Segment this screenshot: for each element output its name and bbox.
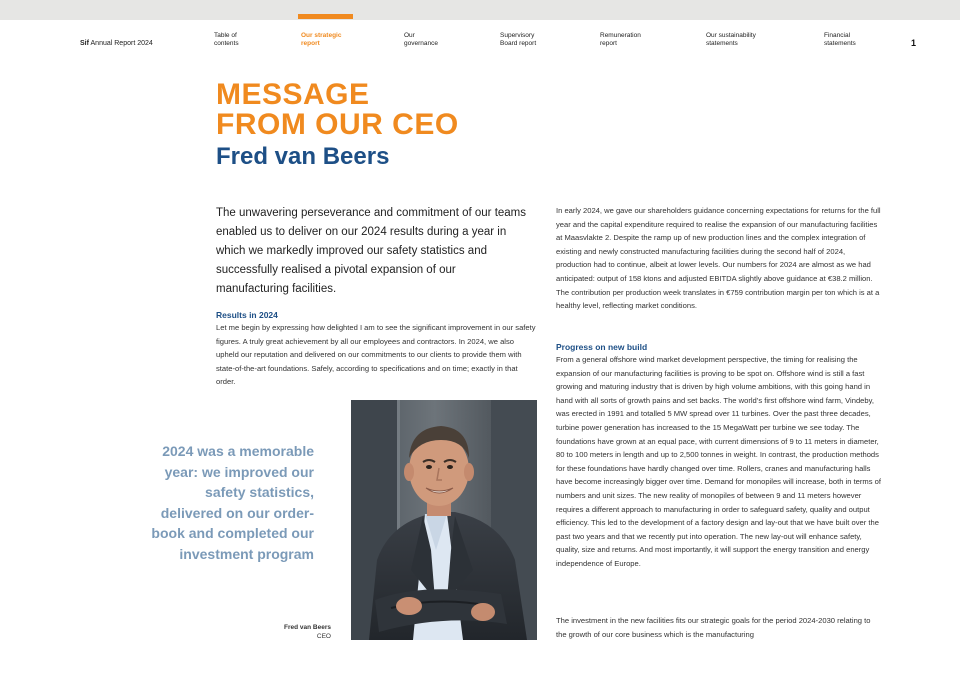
right-column-paragraph-2: From a general offshore wind market development perspective, the timing for realising the expansion of our manufacturing facilities is proving to be spot on. Offshore wind is still a fast growing and maturing industry that is driven by high volume ambitions, with this going hand in hand with all sorts of growth pains and set backs. The world’s first offshore wind farm, Vindeby, was erected in 1991 and totalled 5 MW spread over 11 turbines. Over the past three decades, turbine power generation has increased to the 15 MegaWatt per turbine we see today. The foundations have grown at an equal pace, with current dimensions of 9 to 11 meters in diameter, 80 to 100 meters in length and up to 2,500 tonnes in weight. In contrast, the production methods for these foundations have hardly changed over time. Rollers, cranes and manufacturing halls have become increasingly bigger over time. Demand for monopiles will increase, both in terms of numbers and unit sizes. The new reality of monopiles of between 9 and 11 meters however requires a different approach to manufacturing in order to safeguard safety, quality and output efficiency. This led to the development of a factory design and lay-out that we have built over the past two years and that we recently put into operation. The new lay-out will enhance safety, quality, size and returns. And most importantly, it will support the energy transition and energy independence of Europe. xyxy=(556,355,881,568)
intro-paragraph: The unwavering perseverance and commitment of our teams enabled us to deliver on our 2024 results during a year in which we markedly improved our safety statistics and successfully realised a pivotal expansion of our manufacturing facilities. xyxy=(216,207,527,295)
nav-financial-statements[interactable] xyxy=(824,32,856,48)
report-brand[interactable] xyxy=(80,40,153,47)
section-heading-results: Results in 2024 xyxy=(216,310,278,320)
nav-strategic-report[interactable] xyxy=(301,32,341,48)
nav-label: statements xyxy=(706,40,738,47)
nav-governance[interactable] xyxy=(404,32,438,48)
nav-label: Our xyxy=(404,32,415,39)
page-title xyxy=(216,80,459,140)
nav-label: Supervisory xyxy=(500,32,535,39)
title-line-2: FROM OUR CEO xyxy=(216,108,459,141)
title-line-1: MESSAGE xyxy=(216,78,370,111)
nav-label: governance xyxy=(404,40,438,47)
right-column-paragraph-3: The investment in the new facilities fits our strategic goals for the period 2024-2030 relating to the growth of our core business which is the manufacturing xyxy=(556,616,871,639)
brand-report-title: Annual Report 2024 xyxy=(88,40,153,47)
ceo-portrait xyxy=(351,400,537,640)
nav-label: report xyxy=(301,40,320,47)
nav-label: Table of xyxy=(214,32,237,39)
active-tab-indicator xyxy=(298,14,353,19)
photo-caption-role: CEO xyxy=(316,633,331,640)
page-number: 1 xyxy=(911,38,917,48)
photo-caption-name: Fred van Beers xyxy=(284,624,331,631)
section-heading-new-build: Progress on new build xyxy=(556,342,648,352)
right-column-paragraph-1: In early 2024, we gave our shareholders guidance concerning expectations for returns for the full year and the capital expenditure required to realise the expansion of our manufacturing facilities at Maasvlakte 2. Despite the ramp up of new production lines and the complex integration of existing and newly constructed manufacturing facilities during the second half of 2024, production had to continue, albeit at lower levels. Our numbers for 2024 are almost as we had anticipated: output of 158 ktons and adjusted EBITDA slightly above guidance at €38.2 million. The contribution per production week translates in €759 contribution margin per ton which is at a healthy level, reflecting market conditions. xyxy=(556,206,881,311)
top-strip xyxy=(0,0,960,20)
pull-quote: 2024 was a memorable year: we improved our safety statistics, delivered on our order-book and completed our investment program xyxy=(151,443,314,562)
nav-supervisory-board-report[interactable] xyxy=(500,32,536,48)
nav-remuneration-report[interactable] xyxy=(600,32,641,48)
brand-logo-text: Sif xyxy=(80,40,89,47)
nav-sustainability-statements[interactable] xyxy=(706,32,756,48)
nav-label: statements xyxy=(824,40,856,47)
nav-label: report xyxy=(600,40,617,47)
nav-label: Remuneration xyxy=(600,32,641,39)
nav-table-of-contents[interactable] xyxy=(214,32,239,48)
results-paragraph: Let me begin by expressing how delighted I am to see the significant improvement in our safety figures. A truly great achievement by all our employees and contractors. In 2024, we also upheld our reputation and delivered on our commitments to our clients to provide them with state-of-the-art foundations. Safely, according to specifications and on time; exactly in that order. xyxy=(216,323,536,387)
nav-label: Financial xyxy=(824,32,851,39)
ceo-portrait-illustration xyxy=(351,400,537,640)
nav-label: contents xyxy=(214,40,239,47)
nav-label: Our sustainability xyxy=(706,32,756,39)
author-name: Fred van Beers xyxy=(216,143,390,170)
nav-label: Board report xyxy=(500,40,537,47)
nav-label: Our strategic xyxy=(301,32,342,39)
